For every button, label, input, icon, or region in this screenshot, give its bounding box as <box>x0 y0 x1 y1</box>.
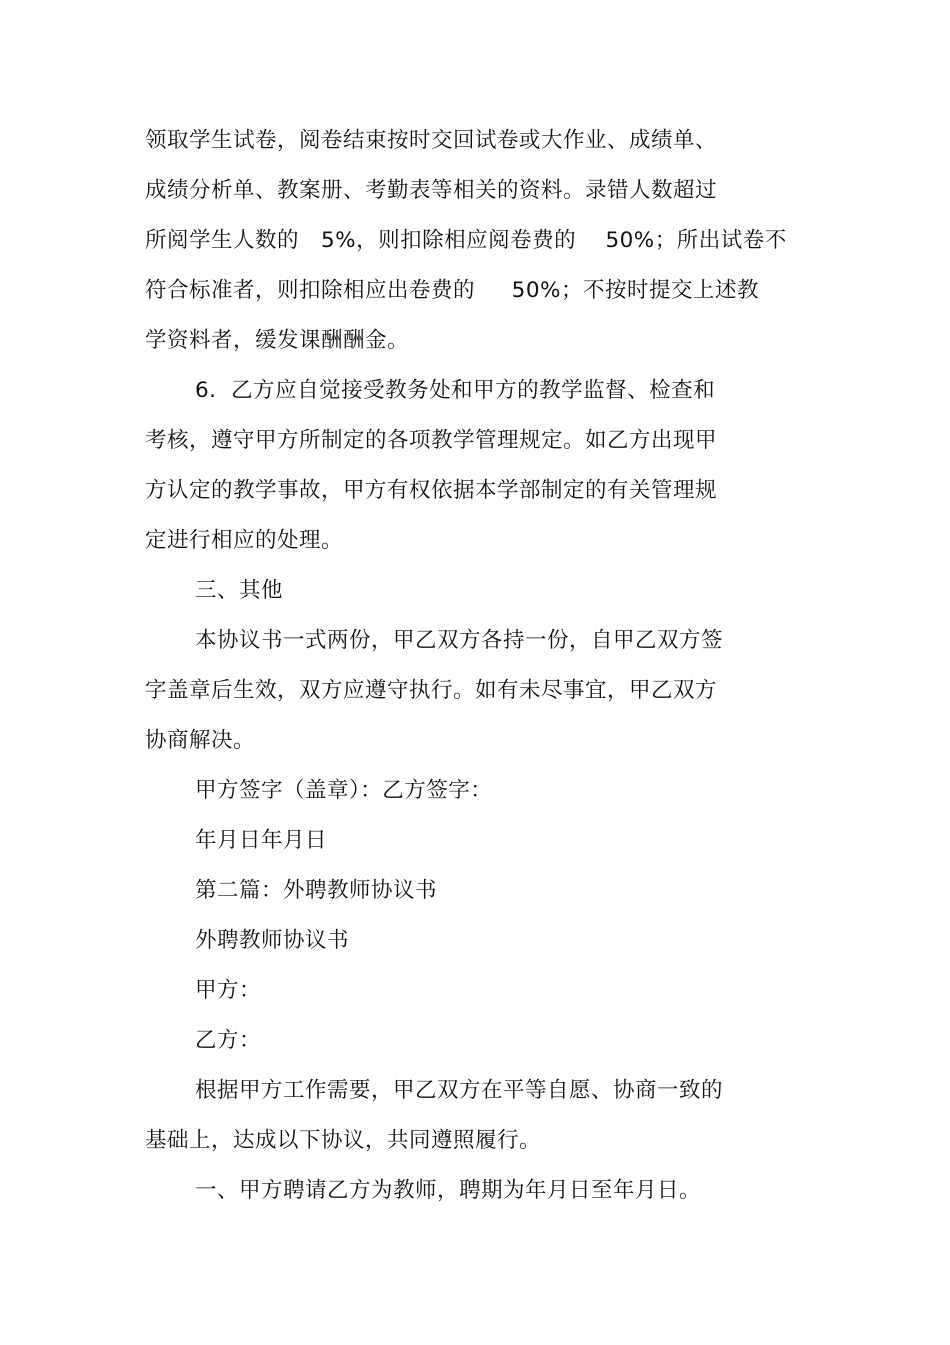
paragraph-line: 6. 乙方应自觉接受教务处和甲方的教学监督、检查和 <box>195 378 716 403</box>
paragraph-line: 方认定的教学事故，甲方有权依据本学部制定的有关管理规 <box>145 478 718 503</box>
paragraph-line: 学资料者，缓发课酬酬金。 <box>145 328 410 353</box>
paragraph-line: 根据甲方工作需要，甲乙双方在平等自愿、协商一致的 <box>195 1078 724 1103</box>
date-line: 年月日年月日 <box>195 828 328 853</box>
paragraph-line: 基础上，达成以下协议，共同遵照履行。 <box>145 1128 542 1153</box>
party-a-line: 甲方： <box>195 978 262 1003</box>
paragraph-line: 定进行相应的处理。 <box>145 528 344 553</box>
paragraph-line: 成绩分析单、教案册、考勤表等相关的资料。录错人数超过 <box>145 178 718 203</box>
section-heading: 三、其他 <box>195 578 284 603</box>
agreement-title: 外聘教师协议书 <box>195 928 350 953</box>
paragraph-line: 所阅学生人数的 5%，则扣除相应阅卷费的 50%；所出试卷不 <box>145 228 787 253</box>
chapter-title: 第二篇：外聘教师协议书 <box>195 878 438 903</box>
signature-line: 甲方签字（盖章）：乙方签字： <box>195 778 493 803</box>
paragraph-line: 领取学生试卷，阅卷结束按时交回试卷或大作业、成绩单、 <box>145 128 718 153</box>
party-b-line: 乙方： <box>195 1028 262 1053</box>
paragraph-line: 字盖章后生效，双方应遵守执行。如有未尽事宜，甲乙双方 <box>145 678 718 703</box>
paragraph-line: 考核，遵守甲方所制定的各项教学管理规定。如乙方出现甲 <box>145 428 718 453</box>
paragraph-line: 协商解决。 <box>145 728 256 753</box>
clause-line: 一、甲方聘请乙方为教师，聘期为年月日至年月日。 <box>195 1178 702 1203</box>
paragraph-line: 符合标准者，则扣除相应出卷费的 50%；不按时提交上述教 <box>145 278 759 303</box>
paragraph-line: 本协议书一式两份，甲乙双方各持一份，自甲乙双方签 <box>195 628 724 653</box>
